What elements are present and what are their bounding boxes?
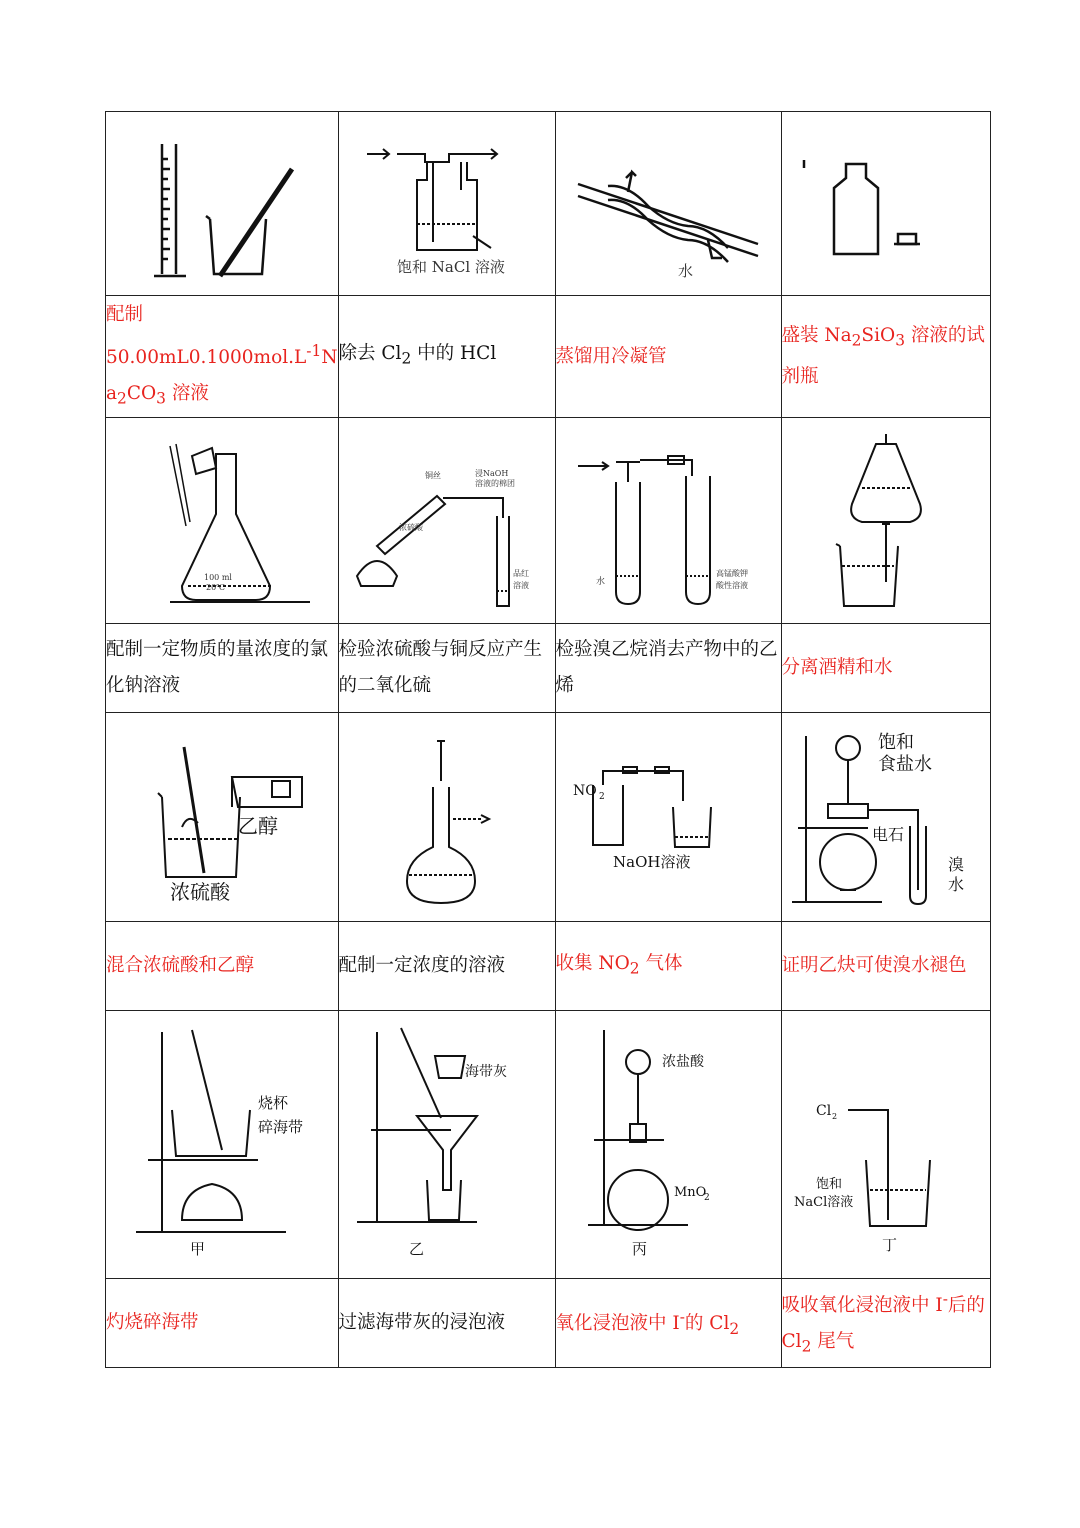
image-filter-ash — [338, 1011, 555, 1279]
svg-text:MnO: MnO — [674, 1184, 707, 1200]
caption-3-2: 配制一定浓度的溶液 — [338, 922, 555, 1011]
graduated-cylinder-icon — [132, 124, 312, 284]
caption-2-4: 分离酒精和水 — [781, 624, 990, 713]
caption-3-3: 收集 $NO_2$ 气体 — [555, 922, 781, 1011]
svg-text:乙: 乙 — [408, 1239, 424, 1258]
svg-text:乙醇: 乙醇 — [237, 814, 278, 838]
caption-4-3: 氧化浸泡液中 I-的 $Cl_2$ — [555, 1279, 781, 1368]
svg-text:水: 水 — [947, 875, 964, 894]
caption-2-3: 检验溴乙烷消去产物中的乙烯 — [555, 624, 781, 713]
image-separatory-funnel — [781, 418, 990, 624]
caption-4-2: 过滤海带灰的浸泡液 — [338, 1279, 555, 1368]
image-no2-collection — [555, 713, 781, 922]
svg-text:酸性溶液: 酸性溶液 — [716, 580, 748, 590]
svg-text:海带灰: 海带灰 — [464, 1063, 507, 1080]
caption-2-1: 配制一定物质的量浓度的氯化钠溶液 — [106, 624, 339, 713]
svg-text:2: 2 — [599, 792, 605, 802]
svg-text:水: 水 — [678, 261, 694, 280]
svg-text:碎海带: 碎海带 — [257, 1117, 303, 1136]
image-gas-washing-bottle — [338, 112, 555, 296]
svg-text:浸NaOH: 浸NaOH — [474, 468, 508, 478]
svg-text:饱和: 饱和 — [877, 732, 914, 753]
svg-text:水: 水 — [596, 576, 606, 587]
svg-text:溶液: 溶液 — [512, 580, 529, 590]
svg-text:饱和: 饱和 — [815, 1176, 842, 1192]
svg-text:丙: 丙 — [632, 1239, 648, 1258]
image-acetylene-bromine — [781, 713, 990, 922]
image-volumetric-flask-pour — [106, 418, 339, 624]
svg-text:NaOH溶液: NaOH溶液 — [613, 853, 691, 871]
svg-text:丁: 丁 — [881, 1235, 897, 1254]
caption-1-4: 盛装 $Na_2SiO_3$ 溶液的试剂瓶 — [781, 296, 990, 418]
caption-1-2: 除去 $Cl_2$ 中的 HCl — [338, 296, 555, 418]
image-mno2-chlorine — [555, 1011, 781, 1279]
image-copper-sulfuric-acid — [338, 418, 555, 624]
caption-2-2: 检验浓硫酸与铜反应产生的二氧化硫 — [338, 624, 555, 713]
svg-text:溶液的棉团: 溶液的棉团 — [474, 478, 515, 488]
svg-text:2: 2 — [704, 1192, 710, 1203]
svg-text:甲: 甲 — [189, 1239, 205, 1258]
image-reagent-bottle — [781, 112, 990, 296]
svg-text:饱和 NaCl 溶液: 饱和 NaCl 溶液 — [396, 257, 505, 276]
image-absorb-chlorine — [781, 1011, 990, 1279]
image-mix-sulfuric-ethanol — [106, 713, 339, 922]
svg-text:电石: 电石 — [871, 825, 904, 844]
image-graduated-cylinder-beaker — [106, 112, 339, 296]
caption-1-1: 配制 $50.00mL0.1000mol.L^{-1}N$ $a_2CO_3$ 溶液 — [106, 296, 339, 418]
svg-text:高锰酸钾: 高锰酸钾 — [716, 568, 748, 578]
svg-text:烧杯: 烧杯 — [257, 1093, 288, 1112]
svg-text:铜丝: 铜丝 — [424, 470, 441, 480]
svg-text:食盐水: 食盐水 — [877, 754, 932, 775]
caption-1-3: 蒸馏用冷凝管 — [555, 296, 781, 418]
svg-text:NaCl溶液: NaCl溶液 — [793, 1194, 853, 1210]
svg-text:Cl: Cl — [815, 1102, 831, 1119]
svg-text:品红: 品红 — [512, 568, 529, 578]
apparatus-table — [105, 111, 991, 1368]
svg-text:浓盐酸: 浓盐酸 — [662, 1053, 704, 1070]
image-volumetric-flask-dropper — [338, 713, 555, 922]
caption-4-1: 灼烧碎海带 — [106, 1279, 339, 1368]
svg-text:浓硫酸: 浓硫酸 — [398, 522, 423, 532]
svg-text:溴: 溴 — [947, 855, 964, 874]
svg-text:2: 2 — [831, 1111, 837, 1121]
svg-text:NO: NO — [573, 783, 597, 799]
caption-3-4: 证明乙炔可使溴水褪色 — [781, 922, 990, 1011]
image-ethylene-test — [555, 418, 781, 624]
image-condenser — [555, 112, 781, 296]
caption-3-1: 混合浓硫酸和乙醇 — [106, 922, 339, 1011]
image-burn-seaweed — [106, 1011, 339, 1279]
caption-4-4: 吸收氧化浸泡液中 I-后的 $Cl_2$ 尾气 — [781, 1279, 990, 1368]
svg-text:浓硫酸: 浓硫酸 — [169, 880, 230, 904]
svg-text:100 ml: 100 ml — [203, 572, 232, 582]
svg-text:20℃: 20℃ — [205, 582, 225, 592]
